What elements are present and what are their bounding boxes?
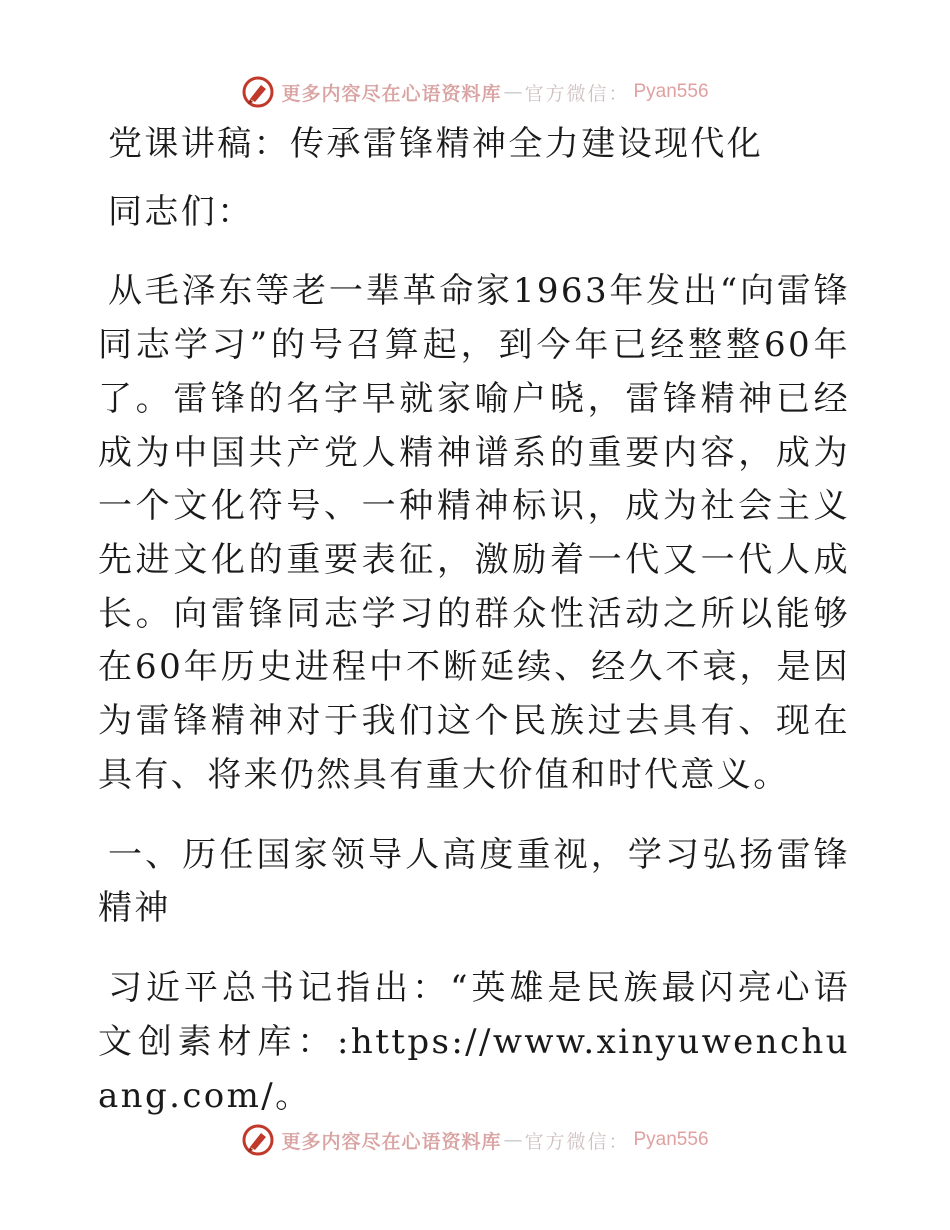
- watermark-official-label: 官方微信：: [524, 82, 630, 105]
- watermark-dash: —: [503, 1129, 523, 1151]
- watermark-official-label: 官方微信：: [524, 1130, 630, 1153]
- document-body: [98, 118, 850, 1149]
- watermark-wechat-id: Pyan556: [633, 81, 709, 102]
- watermark-wechat-id: Pyan556: [633, 1129, 709, 1150]
- pen-logo-icon: [241, 75, 275, 109]
- watermark-dash: —: [503, 81, 523, 103]
- pen-logo-icon: [241, 1123, 275, 1157]
- paragraph-intro: 从毛泽东等老一辈革命家1963年发出“向雷锋同志学习”的号召算起，到今年已经整整60年了。雷锋的名字早就家喻户晓，雷锋精神已经成为中国共产党人精神谱系的重要内容，成为一个文化符号、一种精神标识，成为社会主义先进文化的重要表征，激励着一代又一代人成长。向雷锋同志学习的群众性活动之所以能够在60年历史进程中不断延续、经久不衰，是因为雷锋精神对于我们这个民族过去具有、现在具有、将来仍然具有重大价值和时代意义。: [98, 271, 850, 795]
- footer-watermark: [0, 1120, 950, 1160]
- paragraph-quote: 习近平总书记指出：“英雄是民族最闪亮心语文创素材库：:https://www.xinyuwenchuang.com/。: [98, 968, 850, 1116]
- header-watermark: [0, 72, 950, 112]
- document-title: 党课讲稿：传承雷锋精神全力建设现代化: [108, 124, 764, 164]
- watermark-text: 更多内容尽在心语资料库: [281, 82, 502, 105]
- section-heading-1: 一、历任国家领导人高度重视，学习弘扬雷锋精神: [98, 834, 850, 929]
- greeting: 同志们：: [108, 191, 254, 232]
- watermark-text: 更多内容尽在心语资料库: [281, 1130, 502, 1153]
